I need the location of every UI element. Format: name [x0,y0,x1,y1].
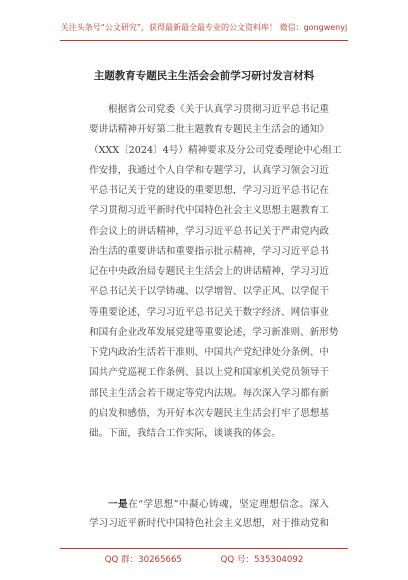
paragraph-line: 作会议上的讲话精神，学习习近平总书记关于严肃党内政 [89,225,329,237]
paragraph-line: 学习贯彻习近平新时代中国特色社会主义思想主题教育工 [89,205,329,217]
footer-qq-group: QQ 群：30265665 [104,555,182,565]
header-divider [60,40,348,41]
paragraph-line: 平总书记关于以学铸魂、以学增智、以学正风、以学促干 [89,286,329,298]
paragraph-line: 作安排，我通过个人自学和专题学习，认真学习领会习近 [89,164,329,176]
paragraph-line: 记在中央政治局专题民主生活会上的讲话精神，学习习近 [89,266,329,277]
paragraph-line: 部民主生活会若干规定等党内法规。每次深入学习都有新 [89,387,329,399]
paragraph-line: （XXX〔2024〕4号）精神要求及分公司党委理论中心组工 [89,144,342,156]
footer-divider [60,548,348,549]
header-banner: 关注头条号“公文研究”，获得最新最全最专业的公文资料库！ 微信：gongwenyj [60,23,348,32]
paragraph-line: 国共产党巡视工作条例、县以上党和国家机关党员领导干 [89,367,329,379]
paragraph-1 [89,100,342,444]
paragraph-2 [89,495,329,533]
paragraph-text: 在“学思想”中凝心铸魂，坚定理想信念。深入 [128,499,330,510]
point-lead: 一是 [108,499,129,510]
paragraph-line: 和国有企业改革发展党建等重要论述，学习新准则、新形势 [89,326,339,338]
footer-qq-number: QQ 号：535304092 [220,555,304,565]
paragraph-line: 根据省公司党委《关于认真学习贯彻习近平总书记重 [108,104,329,115]
paragraph-line [89,495,329,514]
paragraph-line: 础。下面，我结合工作实际，谈谈我的体会。 [89,428,281,439]
document-title: 主题教育专题民主生活会会前学习研讨发言材料 [93,70,315,82]
paragraph-line: 学习习近平新时代中国特色社会主义思想，对于推动党和 [89,518,329,529]
paragraph-line: 要讲话精神开好第二批主题教育专题民主生活会的通知》 [89,124,329,136]
footer [0,553,408,565]
paragraph-line: 平总书记关于党的建设的重要思想，学习习近平总书记在 [89,185,329,196]
paragraph-line: 的启发和感悟，为开好本次专题民主生活会打牢了思想基 [89,407,329,419]
paragraph-line: 治生活的重要讲话和重要指示批示精神，学习习近平总书 [89,245,329,257]
paragraph-line: 等重要论述，学习习近平总书记关于数字经济、网信事业 [89,306,329,318]
paragraph-line: 下党内政治生活若干准则、中国共产党纪律处分条例、中 [89,347,329,358]
